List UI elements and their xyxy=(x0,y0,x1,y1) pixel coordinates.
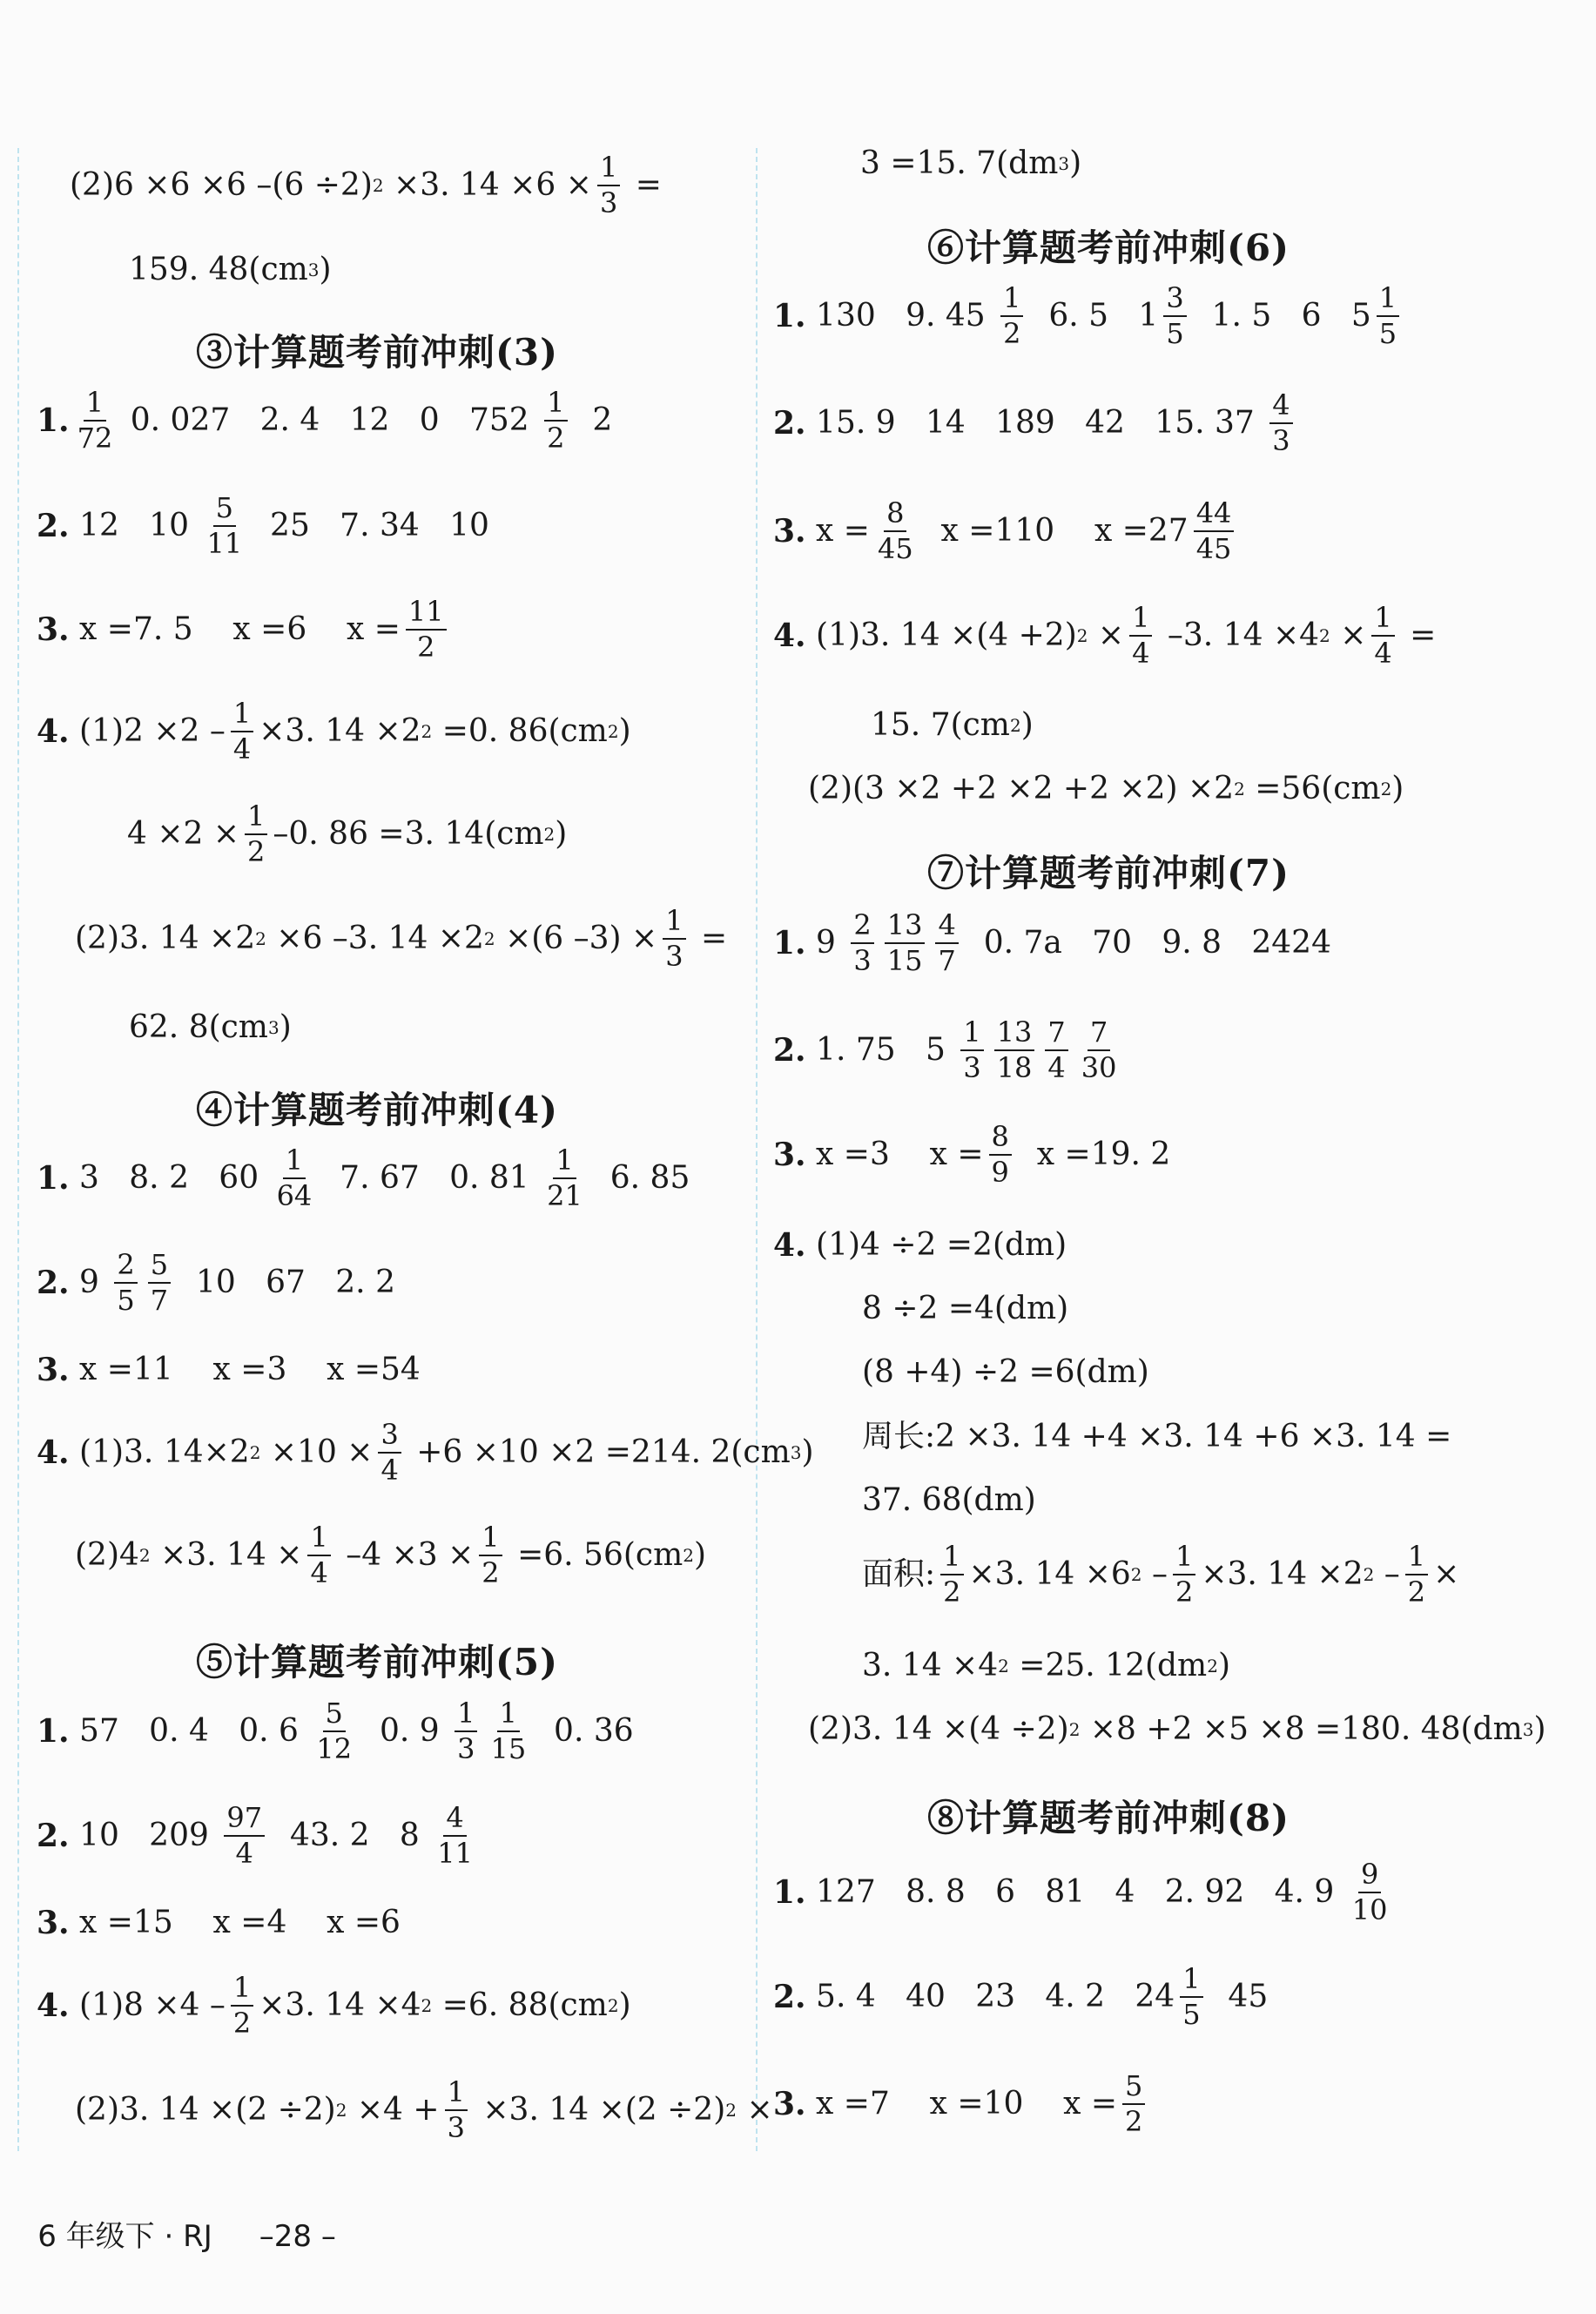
s7-answer-4-1b: 8 ÷2 =4(dm) xyxy=(862,1291,1069,1326)
fraction: $\frac{13}{15}$ xyxy=(885,910,926,976)
grade-label: 6 年级下 · RJ xyxy=(37,2219,212,2254)
left-margin-guide xyxy=(17,148,19,2151)
s6-answer-3: 3. x = $\frac{8}{45}$ x =110 x =27 $\frac{44}{45}$ xyxy=(773,498,1239,564)
fraction: $\frac{1}{2}$ xyxy=(1405,1542,1428,1608)
s7-answer-3: 3. x =3 x = $\frac{8}{9}$ x =19. 2 xyxy=(773,1120,1171,1190)
s6-answer-4-1: 4. (1)3. 14 ×(4 +2) 2 × $\frac{1}{4}$ –3. 14 ×4 2 × $\frac{1}{4}$ = xyxy=(773,601,1437,671)
fraction: $\frac{4}{11}$ xyxy=(437,1801,473,1871)
s5-answer-1: 1. 57 0. 4 0. 6 $\frac{5}{12}$ 0. 9 $\frac{1}{3}$ $\frac{1}{15}$ 0. 36 xyxy=(37,1697,634,1766)
fraction: $\frac{1}{2}$ xyxy=(544,388,567,454)
fraction: $\frac{4}{3}$ xyxy=(1269,390,1292,456)
fraction: $\frac{1}{2}$ xyxy=(231,1973,253,2039)
fraction: $\frac{1}{64}$ xyxy=(276,1144,313,1213)
fraction: $\frac{8}{9}$ xyxy=(989,1122,1012,1188)
left-top-equation: (2)6 ×6 ×6 –(6 ÷2) 2 ×3. 14 ×6 × $\frac{1}{3}$ = xyxy=(70,151,662,220)
fraction: $\frac{1}{3}$ xyxy=(663,906,685,972)
fraction: $\frac{5}{7}$ xyxy=(148,1250,171,1316)
section-title-4: ④计算题考前冲刺(4) xyxy=(196,1089,558,1131)
s4-answer-4-1: 4. (1)3. 14×2 2 ×10 × $\frac{3}{4}$ +6 ×10 ×2 =214. 2(cm 3 ) xyxy=(37,1418,814,1488)
fraction: $\frac{3}{4}$ xyxy=(378,1420,401,1486)
s3-answer-4-1b: 4 ×2 × $\frac{1}{2}$ –0. 86 =3. 14(cm 2 ) xyxy=(127,799,568,869)
fraction: $\frac{1}{3}$ xyxy=(960,1017,983,1083)
s3-answer-4-2: (2)3. 14 ×2 2 ×6 –3. 14 ×2 2 ×(6 –3) × $\frac{1}{3}$ = xyxy=(75,904,728,974)
s6-answer-1: 1. 130 9. 45 $\frac{1}{2}$ 6. 5 1 $\frac{3}{5}$ 1. 5 6 5 $\frac{1}{5}$ xyxy=(773,283,1404,349)
section-title-7: ⑦计算题考前冲刺(7) xyxy=(927,852,1290,894)
fraction: $\frac{4}{7}$ xyxy=(935,910,958,976)
section-title-6: ⑥计算题考前冲刺(6) xyxy=(927,226,1290,269)
fraction: $\frac{7}{30}$ xyxy=(1081,1015,1117,1085)
fraction: $\frac{1}{3}$ xyxy=(445,2077,468,2143)
right-top-result: 3 =15. 7(dm 3 ) xyxy=(860,145,1082,181)
fraction: $\frac{2}{5}$ xyxy=(114,1250,137,1316)
fraction: $\frac{1}{4}$ xyxy=(231,698,253,765)
s5-answer-4-1: 4. (1)8 ×4 – $\frac{1}{2}$ ×3. 14 ×4 2 =6. 88(cm 2 ) xyxy=(37,1971,631,2041)
s3-answer-1: 1. $\frac{1}{72}$ 0. 027 2. 4 12 0 752 $\frac{1}{2}$ 2 xyxy=(37,386,613,455)
section-title-5: ⑤计算题考前冲刺(5) xyxy=(196,1641,558,1683)
fraction: $\frac{1}{5}$ xyxy=(1180,1964,1202,2030)
fraction: $\frac{2}{3}$ xyxy=(851,910,873,976)
fraction: $\frac{1}{3}$ xyxy=(455,1698,477,1764)
s3-answer-3: 3. x =7. 5 x =6 x = $\frac{11}{2}$ xyxy=(37,597,452,663)
s7-answer-4-1a: 4. (1)4 ÷2 =2(dm) xyxy=(773,1227,1067,1264)
fraction: $\frac{1}{15}$ xyxy=(490,1697,527,1766)
fraction: $\frac{8}{45}$ xyxy=(877,496,913,566)
page-footer xyxy=(0,2177,336,2290)
s7-answer-4-1e: 37. 68(dm) xyxy=(862,1482,1036,1518)
s6-answer-2: 2. 15. 9 14 189 42 15. 37 $\frac{4}{3}$ xyxy=(773,390,1298,456)
fraction: $\frac{5}{2}$ xyxy=(1122,2071,1145,2137)
s8-answer-1: 1. 127 8. 8 6 81 4 2. 92 4. 9 $\frac{9}{10}$ xyxy=(773,1859,1396,1926)
fraction: $\frac{44}{45}$ xyxy=(1194,498,1235,564)
s4-answer-2: 2. 9 $\frac{2}{5}$ $\frac{5}{7}$ 10 67 2. 2 xyxy=(37,1248,395,1318)
s8-answer-2: 2. 5. 4 40 23 4. 2 24 $\frac{1}{5}$ 45 xyxy=(773,1962,1269,2032)
s7-answer-4-1c: (8 +4) ÷2 =6(dm) xyxy=(862,1354,1149,1390)
s5-answer-2: 2. 10 209 $\frac{97}{4}$ 43. 2 8 $\frac{4}{11}$ xyxy=(37,1803,481,1869)
s4-answer-4-2: (2)4 2 ×3. 14 × $\frac{1}{4}$ –4 ×3 × $\frac{1}{2}$ =6. 56(cm 2 ) xyxy=(75,1521,706,1590)
s8-answer-3: 3. x =7 x =10 x = $\frac{5}{2}$ xyxy=(773,2071,1150,2137)
s3-answer-4-1: 4. (1)2 ×2 – $\frac{1}{4}$ ×3. 14 ×2 2 =0. 86(cm 2 ) xyxy=(37,697,631,766)
left-top-result: 159. 48(cm 3 ) xyxy=(129,252,332,287)
s6-answer-4-2: (2)(3 ×2 +2 ×2 +2 ×2) ×2 2 =56(cm 2 ) xyxy=(808,771,1404,806)
fraction: $\frac{1}{2}$ xyxy=(245,801,267,867)
fraction: $\frac{1}{4}$ xyxy=(1371,603,1394,669)
s4-answer-3: 3. x =11 x =3 x =54 xyxy=(37,1352,421,1388)
s7-answer-4-1g: 3. 14 ×4 2 =25. 12(dm 2 ) xyxy=(862,1648,1230,1683)
fraction: $\frac{1}{72}$ xyxy=(77,386,113,455)
s7-answer-4-1d: 周长:2 ×3. 14 +4 ×3. 14 +6 ×3. 14 = xyxy=(862,1419,1452,1454)
fraction: $\frac{1}{2}$ xyxy=(940,1542,963,1608)
section-title-8: ⑧计算题考前冲刺(8) xyxy=(927,1797,1290,1839)
s5-answer-3: 3. x =15 x =4 x =6 xyxy=(37,1905,401,1941)
s7-answer-2: 2. 1. 75 5 $\frac{1}{3}$ $\frac{13}{18}$ $\frac{7}{4}$ $\frac{7}{30}$ xyxy=(773,1017,1124,1083)
fraction: $\frac{1}{4}$ xyxy=(1129,603,1152,669)
column-divider xyxy=(756,148,758,2151)
fraction: $\frac{1}{2}$ xyxy=(479,1522,502,1589)
fraction: $\frac{13}{18}$ xyxy=(994,1017,1035,1083)
fraction: $\frac{7}{4}$ xyxy=(1045,1017,1067,1083)
s3-answer-2: 2. 12 10 $\frac{5}{11}$ 25 7. 34 10 xyxy=(37,491,489,561)
fraction: $\frac{1}{4}$ xyxy=(307,1522,330,1589)
s5-answer-4-2: (2)3. 14 ×(2 ÷2) 2 ×4 + $\frac{1}{3}$ ×3. 14 ×(2 ÷2) 2 × xyxy=(75,2075,773,2145)
s7-answer-1: 1. 9 $\frac{2}{3}$ $\frac{13}{15}$ $\frac{4}{7}$ 0. 7a 70 9. 8 2424 xyxy=(773,908,1331,978)
fraction: $\frac{5}{11}$ xyxy=(206,491,243,561)
s6-answer-4-1b: 15. 7(cm 2 ) xyxy=(871,707,1034,743)
s4-answer-1: 1. 3 8. 2 60 $\frac{1}{64}$ 7. 67 0. 81 $\frac{1}{21}$ 6. 85 xyxy=(37,1144,690,1213)
section-title-3: ③计算题考前冲刺(3) xyxy=(196,331,558,374)
s7-answer-4-2: (2)3. 14 ×(4 ÷2) 2 ×8 +2 ×5 ×8 =180. 48(dm 3 ) xyxy=(808,1711,1546,1747)
page-number: –28 – xyxy=(259,2219,336,2254)
s7-answer-4-1f: 面积: $\frac{1}{2}$ ×3. 14 ×6 2 – $\frac{1}{2}$ ×3. 14 ×2 2 – $\frac{1}{2}$ × xyxy=(862,1540,1460,1609)
fraction: $\frac{11}{2}$ xyxy=(406,597,447,663)
fraction: $\frac{97}{4}$ xyxy=(224,1803,265,1869)
fraction: $\frac{1}{2}$ xyxy=(1000,283,1023,349)
fraction: $\frac{1}{3}$ xyxy=(597,152,620,219)
fraction: $\frac{5}{12}$ xyxy=(316,1697,353,1766)
fraction: $\frac{1}{5}$ xyxy=(1377,283,1399,349)
fraction: $\frac{3}{5}$ xyxy=(1163,283,1186,349)
fraction: $\frac{1}{21}$ xyxy=(547,1144,583,1213)
fraction: $\frac{1}{2}$ xyxy=(1173,1542,1195,1608)
s3-answer-4-2b: 62. 8(cm 3 ) xyxy=(129,1009,292,1045)
fraction: $\frac{9}{10}$ xyxy=(1351,1858,1388,1927)
